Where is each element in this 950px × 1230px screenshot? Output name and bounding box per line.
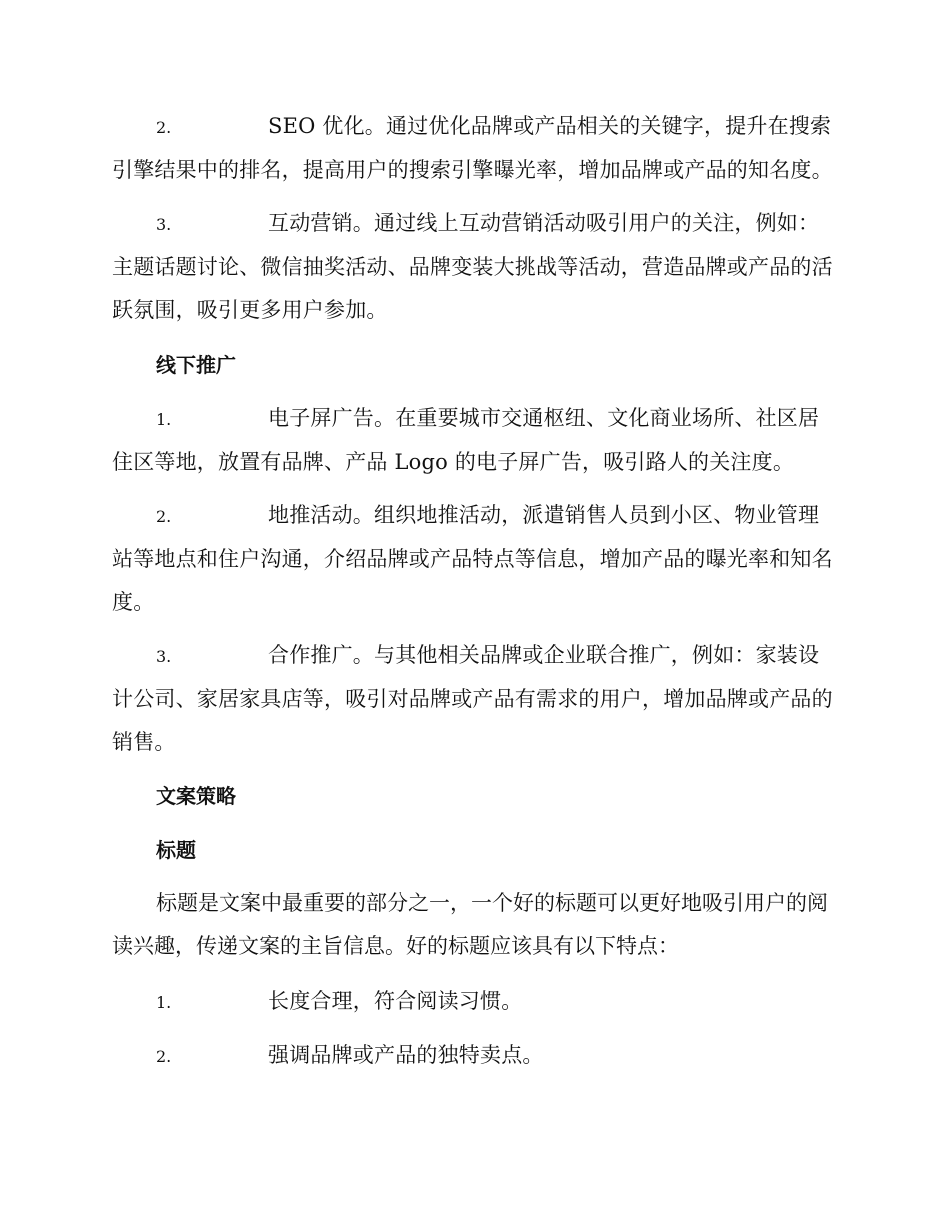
list-item-text: 互动营销。通过线上互动营销活动吸引用户的关注，例如：主题话题讨论、微信抽奖活动、品牌变装大挑战等活动，营造品牌或产品的活跃氛围，吸引更多用户参加。 xyxy=(112,211,833,322)
list-item-text: 长度合理，符合阅读习惯。 xyxy=(268,989,523,1013)
list-number: 3. xyxy=(156,647,172,666)
list-item-text: 强调品牌或产品的独特卖点。 xyxy=(268,1043,544,1067)
list-item-text: 合作推广。与其他相关品牌或企业联合推广，例如：家装设计公司、家居家具店等，吸引对品牌或产品有需求的用户，增加品牌或产品的销售。 xyxy=(112,643,833,754)
list-number: 1. xyxy=(156,993,172,1012)
list-number: 2. xyxy=(156,507,172,526)
section-heading-offline: 线下推广 xyxy=(156,353,236,377)
section-heading-copy-strategy: 文案策略 xyxy=(156,784,236,808)
list-number: 3. xyxy=(156,215,172,234)
list-number: 2. xyxy=(156,118,172,137)
title-list-item-1 xyxy=(112,980,836,1024)
title-list-item-2 xyxy=(112,1034,836,1078)
list-item-text: 电子屏广告。在重要城市交通枢纽、文化商业场所、社区居住区等地，放置有品牌、产品 Logo 的电子屏广告，吸引路人的关注度。 xyxy=(112,406,820,474)
list-item-text: 地推活动。组织地推活动，派遣销售人员到小区、物业管理站等地点和住户沟通，介绍品牌或产品特点等信息，增加产品的曝光率和知名度。 xyxy=(112,503,833,614)
offline-list-item-2 xyxy=(112,494,836,624)
offline-list-item-3 xyxy=(112,634,836,764)
list-number: 2. xyxy=(156,1047,172,1066)
list-item-text: SEO 优化。通过优化品牌或产品相关的关键字，提升在搜索引擎结果中的排名，提高用户的搜索引擎曝光率，增加品牌或产品的知名度。 xyxy=(112,114,833,182)
list-number: 1. xyxy=(156,410,172,429)
online-list-item-2 xyxy=(112,105,836,192)
offline-list-item-1 xyxy=(112,397,836,484)
title-intro-paragraph: 标题是文案中最重要的部分之一，一个好的标题可以更好地吸引用户的阅读兴趣，传递文案的主旨信息。好的标题应该具有以下特点： xyxy=(112,891,828,958)
online-list-item-3 xyxy=(112,202,836,332)
subheading-title: 标题 xyxy=(156,838,196,862)
